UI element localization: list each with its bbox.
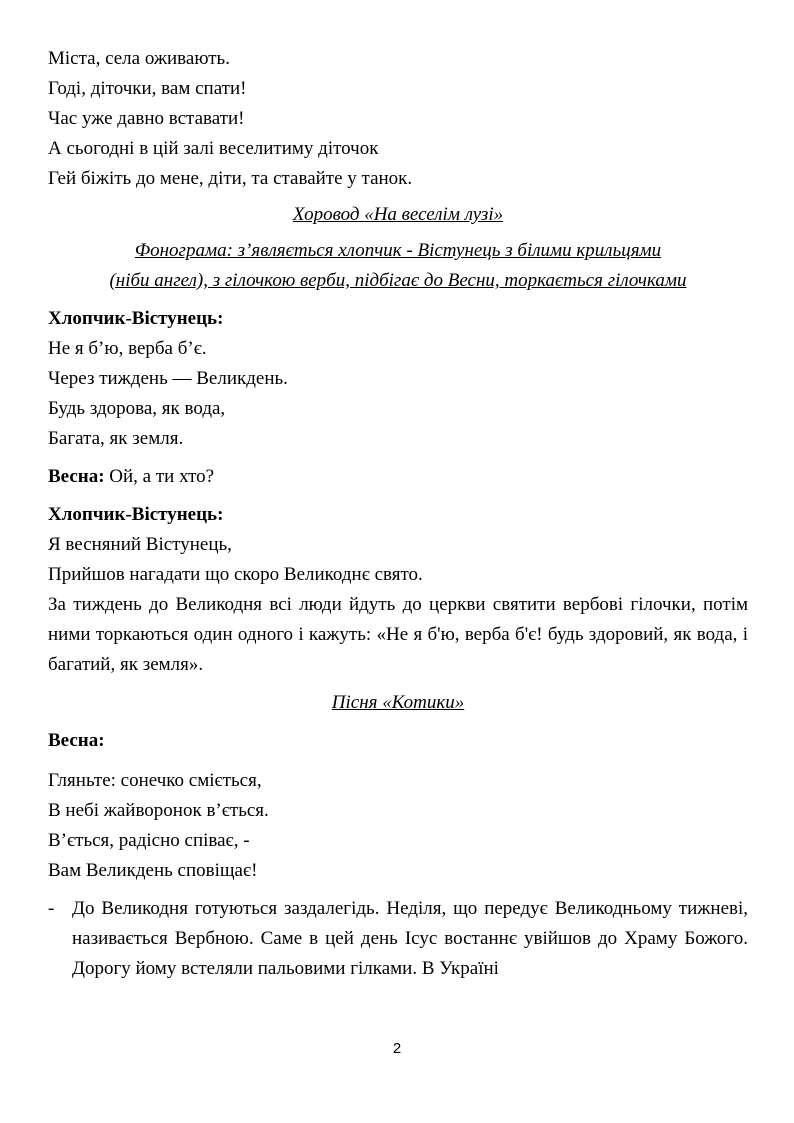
stage-direction-phonogram: Фонограма: з’являється хлопчик - Вістунець з білими крильцями (ніби ангел), з гілочкою верби, підбігає до Весни, торкається гілочками	[109, 240, 687, 291]
page-number: 2	[392, 1040, 402, 1057]
verse-line: Багата, як земля.	[48, 428, 184, 449]
verse-line: Через тиждень — Великдень.	[48, 368, 288, 389]
document-page	[48, 44, 748, 984]
verse-line: Я весняний Вістунець,	[48, 534, 232, 555]
list-item	[48, 894, 748, 984]
list-item-text: До Великодня готуються заздалегідь. Неділя, що передує Великодньому тижневі, називається Вербною. Саме в цей день Ісус востаннє увійшов до Храму Божого. Дорогу йому встеляли пальовими гілками. В Україні	[72, 898, 748, 979]
stage-direction-khorovod: Хоровод «На веселім лузі»	[292, 204, 504, 225]
verse-line: Гляньте: сонечко сміється,	[48, 770, 262, 791]
list-bullet: -	[48, 898, 55, 919]
speaker-label: Весна:	[48, 466, 105, 487]
verse-line: Годі, діточки, вам спати!	[48, 78, 247, 99]
speaker-label: Весна:	[48, 730, 105, 751]
verse-line: Гей біжіть до мене, діти, та ставайте у танок.	[48, 168, 413, 189]
paragraph: За тиждень до Великодня всі люди йдуть до церкви святити вербові гілочки, потім ними торкаються один одного і кажуть: «Не я б'ю, верба б'є! будь здоровий, як вода, і багатий, як земля».	[48, 594, 748, 675]
stage-direction-song: Пісня «Котики»	[331, 692, 465, 713]
verse-line: Прийшов нагадати що скоро Великоднє свято.	[48, 564, 423, 585]
verse-line: Будь здорова, як вода,	[48, 398, 226, 419]
verse-block	[48, 530, 748, 590]
verse-block	[48, 766, 748, 886]
verse-line: В небі жайворонок в’ється.	[48, 800, 269, 821]
speaker-label: Хлопчик-Вістунець:	[48, 308, 224, 329]
speaker-label: Хлопчик-Вістунець:	[48, 504, 224, 525]
vesna-question: Весна: Ой, а ти хто?	[48, 466, 215, 487]
verse-line: Вам Великдень сповіщає!	[48, 860, 258, 881]
verse-line: Час уже давно вставати!	[48, 108, 245, 129]
verse-line: А сьогодні в цій залі веселитиму діточок	[48, 138, 379, 159]
intro-verse	[48, 44, 748, 194]
verse-line: В’ється, радісно співає, -	[48, 830, 250, 851]
verse-block	[48, 334, 748, 454]
verse-line: Не я б’ю, верба б’є.	[48, 338, 207, 359]
verse-line: Міста, села оживають.	[48, 48, 230, 69]
